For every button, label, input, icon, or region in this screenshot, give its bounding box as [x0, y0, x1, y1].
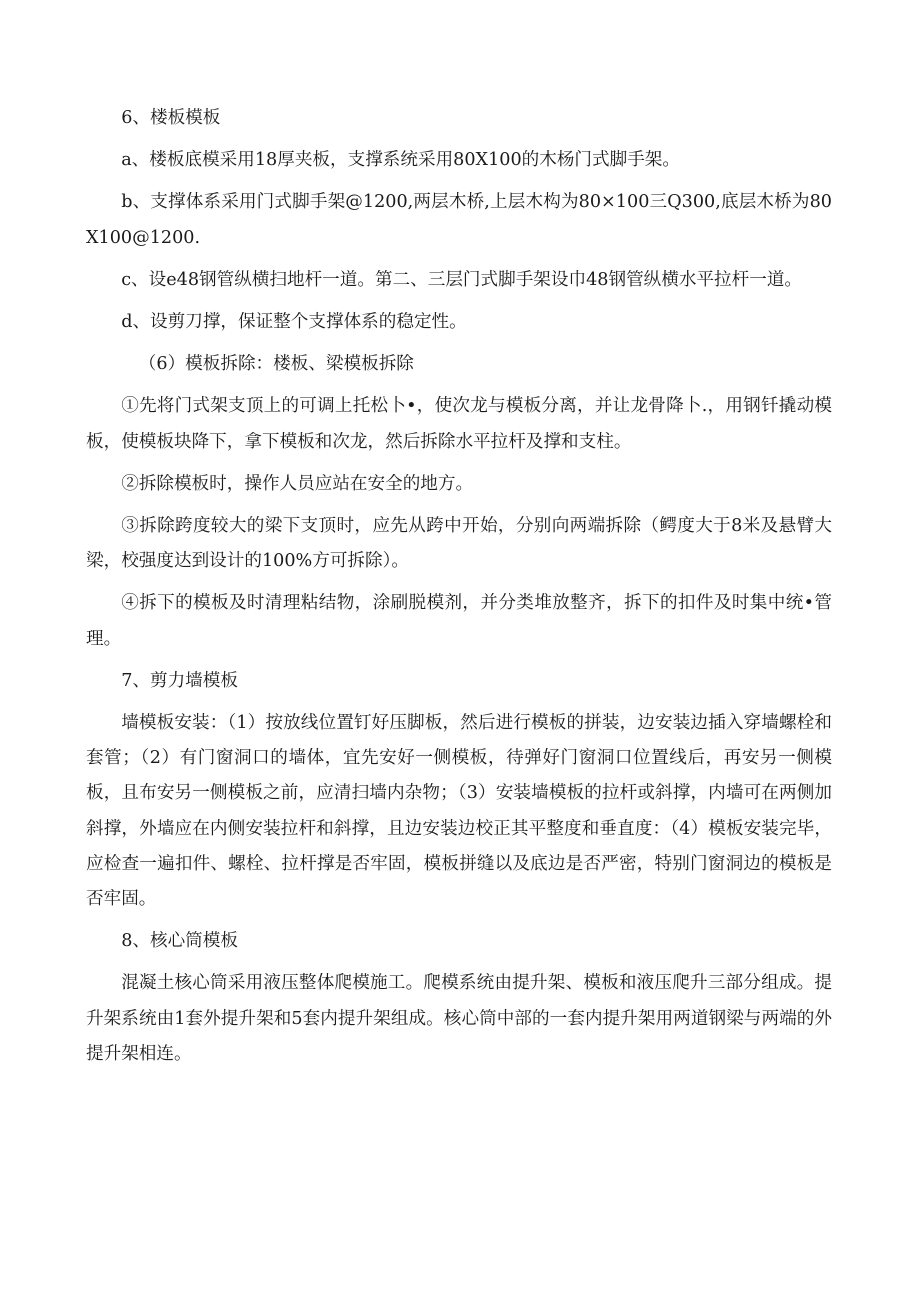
paragraph-step-3: ③拆除跨度较大的梁下支顶时，应先从跨中开始，分别向两端拆除（鳄度大于8米及悬臂大梁，校强度达到设计的100%方可拆除）。	[86, 516, 832, 572]
paragraph-step-2: ②拆除模板时，操作人员应站在安全的地方。	[121, 473, 474, 494]
section-heading-core-tube-formwork: 8、核心筒模板	[121, 931, 238, 952]
paragraph-wall-formwork-installation: 墙模板安装：（1）按放线位置钉好压脚板，然后进行模板的拼装，边安装边插入穿墙螺栓和套管；（2）有门窗洞口的墙体，宜先安好一侧模板，待弹好门窗洞口位置线后，再安另一侧模板，且布安另一侧模板之前，应清扫墙内杂物；（3）安装墙模板的拉杆或斜撑，内墙可在两侧加斜撑，外墙应在内侧安装拉杆和斜撑，且边安装边校正其平整度和垂直度：（4）模板安装完毕，应检查一遍扣件、螺栓、拉杆撑是否牢固，模板拼缝以及底边是否严密，特别门窗洞边的模板是否牢固。	[86, 713, 832, 910]
paragraph-step-4: ④拆下的模板及时清理粘结物，涂刷脱模剂，并分类堆放整齐，拆下的扣件及时集中统•管理。	[86, 593, 832, 649]
paragraph-item-c: c、设e48钢管纵横扫地杆一道。第二、三层门式脚手架设巾48钢管纵横水平拉杆一道。	[121, 269, 803, 290]
paragraph-item-b: b、支撑体系采用门式脚手架@1200,两层木桥,上层木构为80×100三Q300,底层木桥为80X100@1200.	[86, 192, 832, 248]
section-heading-floor-formwork: 6、楼板模板	[121, 108, 221, 128]
section-heading-shear-wall-formwork: 7、剪力墙模板	[121, 670, 238, 691]
paragraph-step-1: ①先将门式架支顶上的可调上托松卜•，使次龙与模板分离，并让龙骨降卜.，用钢钎撬动模板，使模板块降下，拿下模板和次龙，然后拆除水平拉杆及撑和支柱。	[86, 396, 832, 452]
document-body	[86, 101, 832, 1072]
paragraph-core-tube-climbing-form: 混凝土核心筒采用液压整体爬模施工。爬模系统由提升架、模板和液压爬升三部分组成。提升架系统由1套外提升架和5套内提升架组成。核心筒中部的一套内提升架用两道钢梁与两端的外提升架相连。	[86, 973, 832, 1064]
subsection-heading-formwork-removal: （6）模板拆除：楼板、梁模板拆除	[138, 354, 414, 375]
paragraph-item-a: a、楼板底模采用18厚夹板，支撑系统采用80X100的木杨门式脚手架。	[121, 150, 680, 171]
paragraph-item-d: d、设剪刀撑，保证整个支撑体系的稳定性。	[121, 312, 467, 333]
